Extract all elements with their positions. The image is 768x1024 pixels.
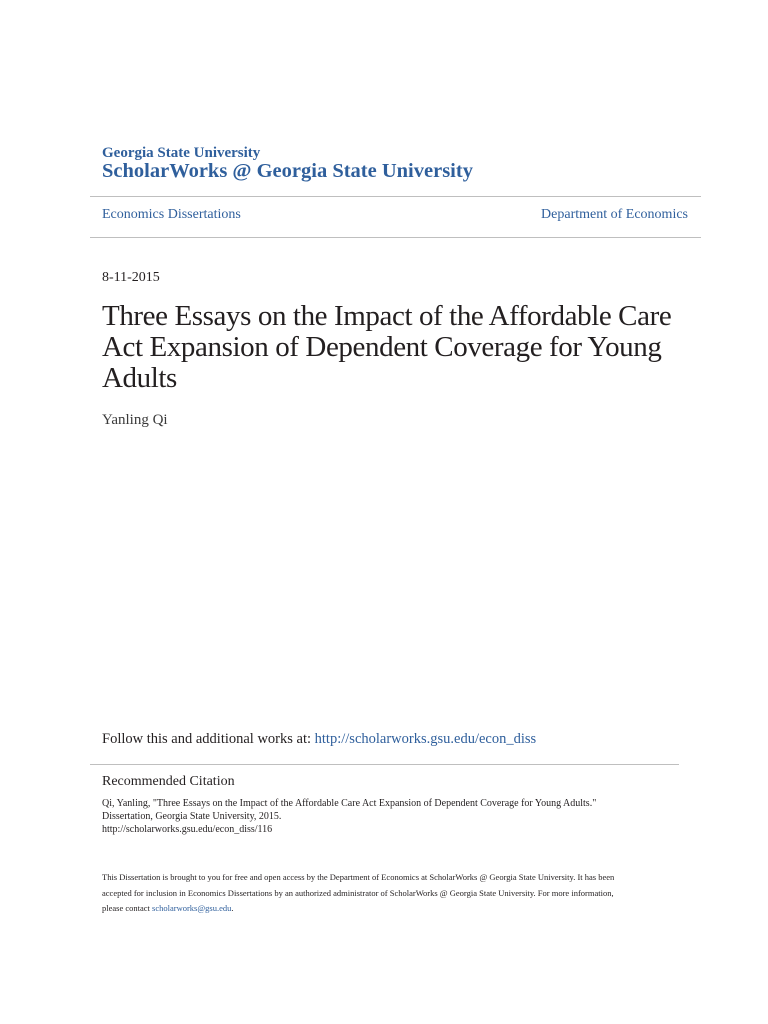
- repository-link[interactable]: ScholarWorks @ Georgia State University: [102, 160, 473, 182]
- follow-line: [102, 731, 536, 748]
- citation-divider: [90, 764, 679, 765]
- follow-label: Follow this and additional works at:: [102, 731, 312, 747]
- notice-contact-prefix: please contact: [102, 903, 150, 913]
- document-title: Three Essays on the Impact of the Affordable Care Act Expansion of Dependent Coverage for Young Adults: [102, 300, 672, 394]
- publication-date: 8-11-2015: [102, 270, 160, 285]
- collection-divider: [90, 237, 701, 238]
- follow-url-link[interactable]: http://scholarworks.gsu.edu/econ_diss: [314, 731, 537, 747]
- notice-line: This Dissertation is brought to you for free and open access by the Department of Economics at ScholarWorks @ Georgia State University. It has been: [102, 872, 615, 882]
- citation-url[interactable]: http://scholarworks.gsu.edu/econ_diss/116: [102, 824, 273, 835]
- citation-line: Dissertation, Georgia State University, 2015.: [102, 811, 282, 822]
- university-link[interactable]: Georgia State University: [102, 145, 261, 161]
- contact-email-link[interactable]: scholarworks@gsu.edu: [152, 903, 232, 913]
- notice-line: accepted for inclusion in Economics Dissertations by an authorized administrator of ScholarWorks @ Georgia State University. For more information,: [102, 887, 614, 898]
- notice-contact-suffix: .: [231, 903, 234, 913]
- citation-body: [102, 797, 702, 836]
- notice-line: [102, 901, 702, 917]
- top-divider: [90, 196, 701, 197]
- department-link[interactable]: Department of Economics: [541, 207, 688, 222]
- access-notice: [102, 870, 702, 917]
- citation-heading: Recommended Citation: [102, 774, 235, 789]
- citation-line: Qi, Yanling, "Three Essays on the Impact of the Affordable Care Act Expansion of Dependent Coverage for Young Adults.": [102, 798, 597, 809]
- author-name: Yanling Qi: [102, 412, 168, 428]
- collection-link[interactable]: Economics Dissertations: [102, 207, 241, 222]
